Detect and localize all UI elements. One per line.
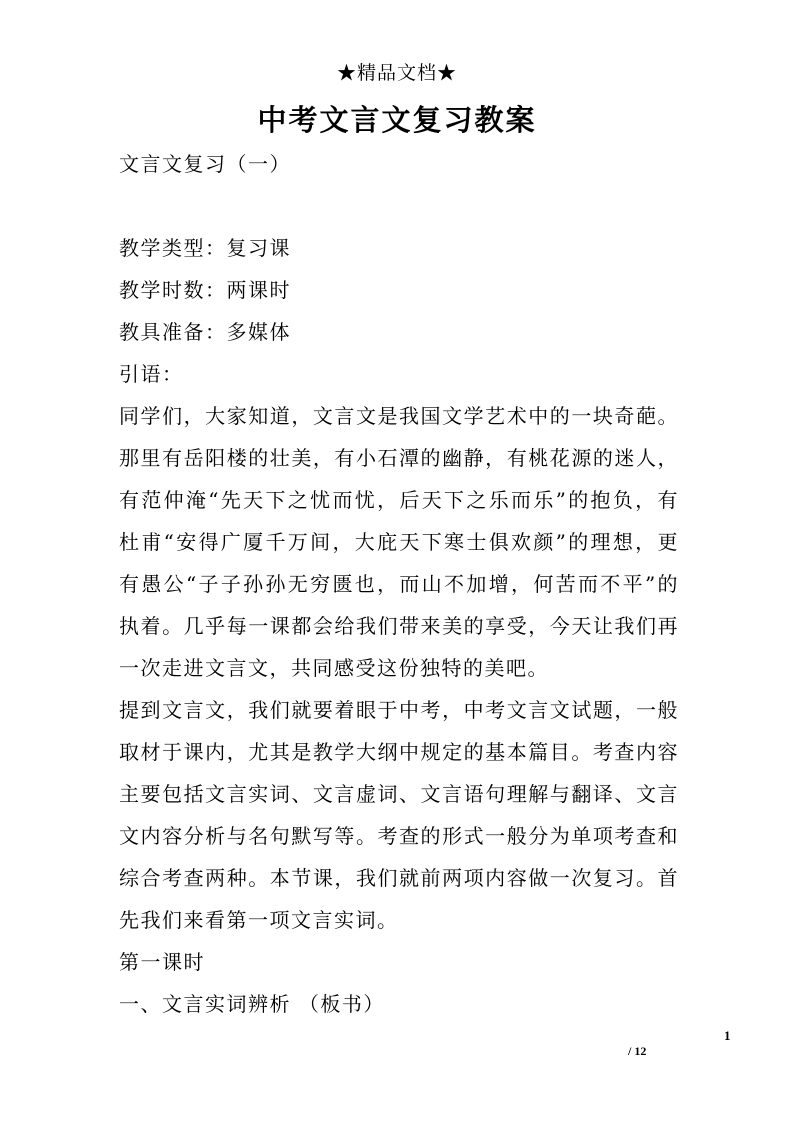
meta-teaching-hours: 教学时数：两课时	[119, 278, 291, 302]
document-title: 中考文言文复习教案	[257, 103, 537, 137]
blank-line	[119, 185, 679, 227]
meta-teaching-tools: 教具准备：多媒体	[119, 320, 291, 344]
page-total: / 12	[628, 1044, 647, 1058]
paragraph-intro: 同学们，大家知道，文言文是我国文学艺术中的一块奇葩。那里有岳阳楼的壮美，有小石潭的幽静，有桃花源的迷人，有范仲淹“先天下之忧而忧，后天下之乐而乐”的抱负，有杜甫“安得广厦千万间，大庇天下寒士俱欢颜”的理想，更有愚公“子子孙孙无穷匮也，而山不加增，何苦而不平”的执着。几乎每一课都会给我们带来美的享受，今天让我们再一次走进文言文，共同感受这份独特的美吧。	[119, 404, 679, 680]
section-heading: 一、文言实词辨析 （板书）	[119, 992, 385, 1016]
meta-teaching-type: 教学类型：复习课	[119, 236, 291, 260]
lesson-heading: 第一课时	[119, 950, 205, 974]
header-mark: ★精品文档★	[336, 62, 457, 84]
intro-label: 引语：	[119, 362, 184, 386]
document-body	[119, 143, 679, 1025]
page-number: 1	[724, 1028, 731, 1043]
paragraph-exam-overview: 提到文言文，我们就要着眼于中考，中考文言文试题，一般取材于课内，尤其是教学大纲中规定的基本篇目。考查内容主要包括文言实词、文言虚词、文言语句理解与翻译、文言文内容分析与名句默写等。考查的形式一般分为单项考查和综合考查两种。本节课，我们就前两项内容做一次复习。首先我们来看第一项文言实词。	[119, 698, 679, 932]
subtitle: 文言文复习（一）	[119, 152, 291, 176]
